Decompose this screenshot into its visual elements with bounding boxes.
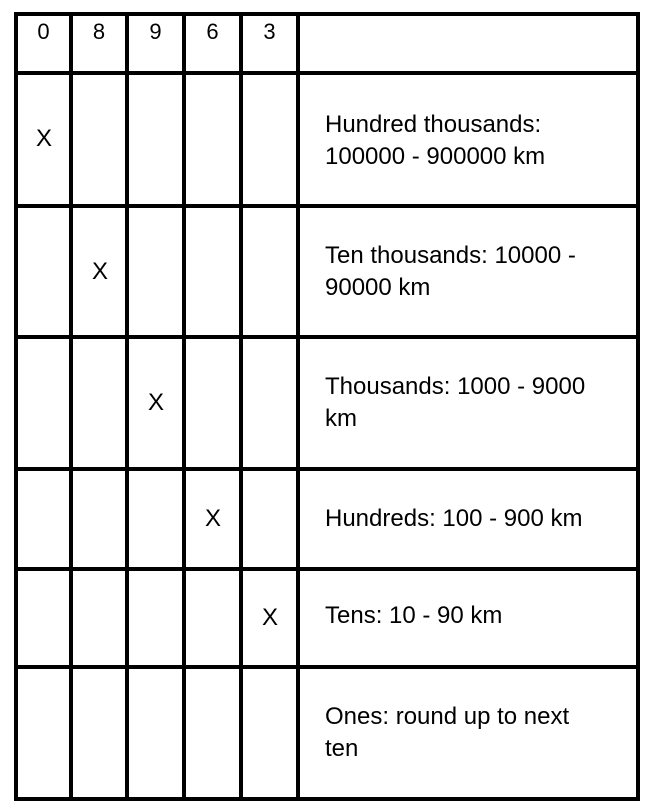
row-description-line: ten [325,735,359,762]
table-border-bottom [14,797,640,801]
column-divider [69,12,73,801]
row-description-line: 100000 - 900000 km [325,143,546,170]
row-description-line: km [325,405,357,432]
row-description-line: Hundreds: 100 - 900 km [325,505,583,532]
header-digit: 9 [149,19,162,44]
column-divider [239,12,243,801]
row-mark: X [35,125,52,152]
row-divider [14,204,640,208]
table-border-left [14,12,18,801]
row-mark: X [261,604,278,631]
row-mark: X [147,389,164,416]
row-description-line: 90000 km [325,274,431,301]
row-divider [14,71,640,75]
column-divider [125,12,129,801]
row-mark: X [91,258,108,285]
header-digit: 3 [263,19,276,44]
row-divider [14,665,640,669]
row-description-line: Ones: round up to next [325,703,570,730]
row-divider [14,335,640,339]
header-digit: 6 [206,19,219,44]
row-description-line: Ten thousands: 10000 - [325,242,576,269]
row-description-line: Hundred thousands: [325,111,542,138]
row-description-line: Tens: 10 - 90 km [325,602,503,629]
column-divider [296,12,300,801]
header-digit: 0 [37,19,50,44]
table-border-right [636,12,640,801]
header-digit: 8 [92,19,106,44]
column-divider [182,12,186,801]
row-mark: X [204,505,221,532]
row-divider [14,567,640,571]
row-description-line: Thousands: 1000 - 9000 [325,373,586,400]
table-border-top [14,12,640,16]
row-divider [14,467,640,471]
